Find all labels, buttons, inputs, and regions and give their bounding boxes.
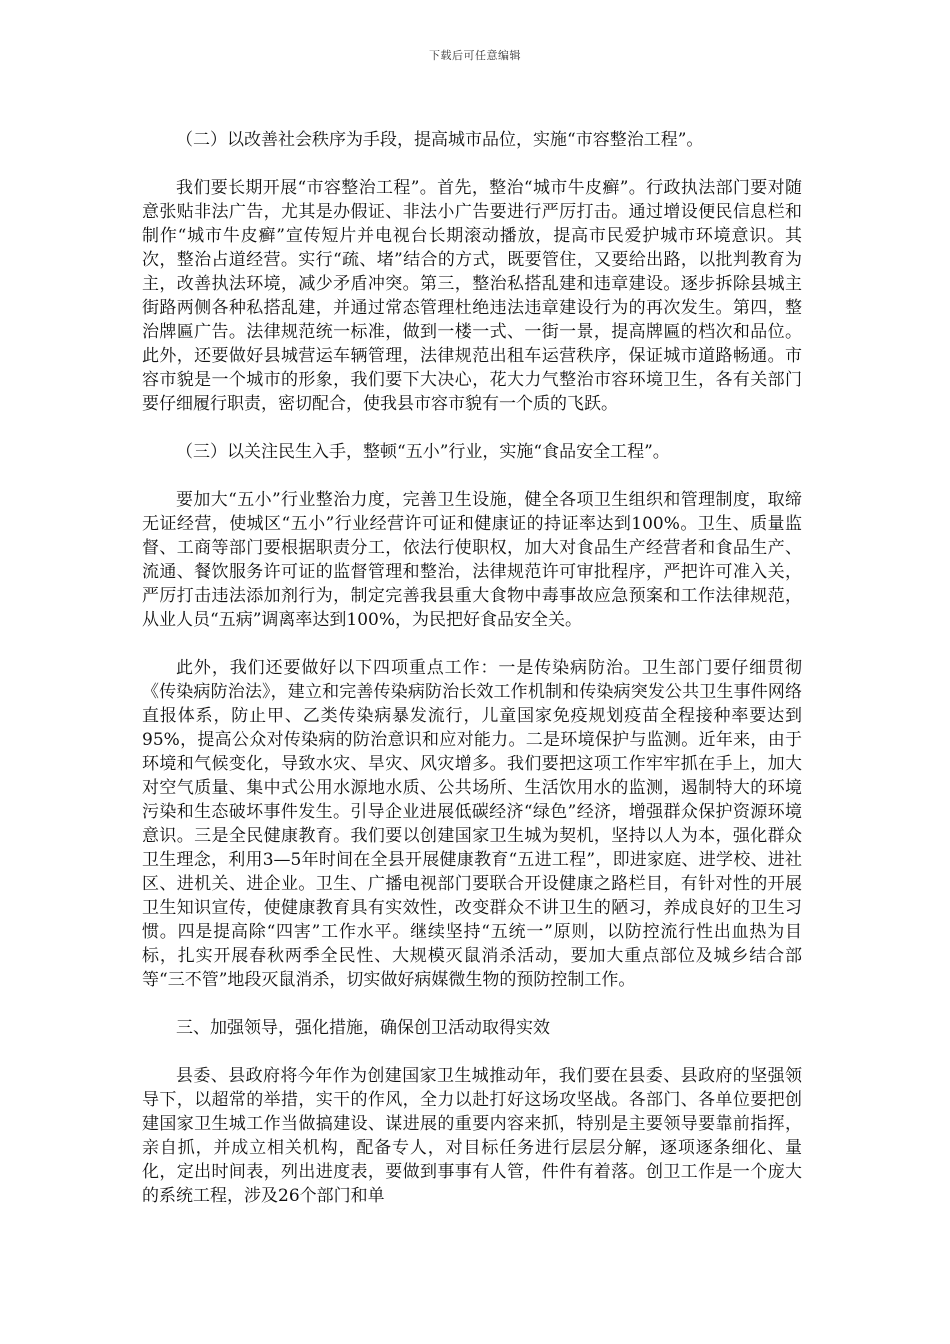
section-heading-2: （二）以改善社会秩序为手段，提高城市品位，实施“市容整治工程”。: [176, 130, 704, 150]
paragraph: 县委、县政府将今年作为创建国家卫生城推动年，我们要在县委、县政府的坚强领导下，以超常的举措，实干的作风，全力以赴打好这场攻坚战。各部门、各单位要把创建国家卫生城工作当做搞建设、谋进展的重要内容来抓，特别是主要领导要靠前指挥，亲自抓，并成立相关机构，配备专人，对目标任务进行层层分解，逐项逐条细化、量化，定出时间表，列出进度表，要做到事事有人管，件件有着落。创卫工作是一个庞大的系统工程，涉及26个部门和单: [142, 1066, 802, 1206]
paragraph: 我们要长期开展“市容整治工程”。首先，整治“城市牛皮癣”。行政执法部门要对随意张贴非法广告，尤其是办假证、非法小广告要进行严厉打击。通过增设便民信息栏和制作“城市牛皮癣”宣传短片并电视台长期滚动播放，提高市民爱护城市环境意识。其次，整治占道经营。实行“疏、堵”结合的方式，既要管住，又要给出路，以批判教育为主，改善执法环境，减少矛盾冲突。第三，整治私搭乱建和违章建设。逐步拆除县城主街路两侧各种私搭乱建，并通过常态管理杜绝违法违章建设行为的再次发生。第四，整治牌匾广告。法律规范统一标准，做到一楼一式、一街一景，提高牌匾的档次和品位。此外，还要做好县城营运车辆管理，法律规范出租车运营秩序，保证城市道路畅通。市容市貌是一个城市的形象，我们要下大决心，花大力气整治市容环境卫生，各有关部门要仔细履行职责，密切配合，使我县市容市貌有一个质的飞跃。: [142, 178, 802, 414]
document-body: [142, 128, 802, 1208]
paragraph: 此外，我们还要做好以下四项重点工作：一是传染病防治。卫生部门要仔细贯彻《传染病防治法》，建立和完善传染病防治长效工作机制和传染病突发公共卫生事件网络直报体系，防止甲、乙类传染病暴发流行，儿童国家免疫规划疫苗全程接种率要达到95%，提高公众对传染病的防治意识和应对能力。二是环境保护与监测。近年来，由于环境和气候变化，导致水灾、旱灾、风灾增多。我们要把这项工作牢牢抓在手上，加大对空气质量、集中式公用水源地水质、公共场所、生活饮用水的监测，遏制特大的环境污染和生态破坏事件发生。引导企业进展低碳经济“绿色”经济，增强群众保护资源环境意识。三是全民健康教育。我们要以创建国家卫生城为契机，坚持以人为本，强化群众卫生理念，利用3—5年时间在全县开展健康教育“五进工程”，即进家庭、进学校、进社区、进机关、进企业。卫生、广播电视部门要联合开设健康之路栏目，有针对性的开展卫生知识宣传，使健康教育具有实效性，改变群众不讲卫生的陋习，养成良好的卫生习惯。四是提高除“四害”工作水平。继续坚持“五统一”原则，以防控流行性出血热为目标，扎实开展春秋两季全民性、大规模灭鼠消杀活动，要加大重点部位及城乡结合部等“三不管”地段灭鼠消杀，切实做好病媒微生物的预防控制工作。: [142, 658, 802, 990]
page-header: 下载后可任意编辑: [429, 49, 521, 62]
section-heading-3: （三）以关注民生入手，整顿“五小”行业，实施“食品安全工程”。: [176, 442, 670, 462]
paragraph: 要加大“五小”行业整治力度，完善卫生设施，健全各项卫生组织和管理制度，取缔无证经营，使城区“五小”行业经营许可证和健康证的持证率达到100%。卫生、质量监督、工商等部门要根据职责分工，依法行使职权，加大对食品生产经营者和食品生产、流通、餐饮服务许可证的监督管理和整治，法律规范许可审批程序，严把许可准入关，严厉打击违法添加剂行为，制定完善我县重大食物中毒事故应急预案和工作法律规范，从业人员“五病”调离率达到100%，为民把好食品安全关。: [142, 490, 802, 630]
chapter-heading-3: 三、加强领导，强化措施，确保创卫活动取得实效: [176, 1018, 550, 1038]
